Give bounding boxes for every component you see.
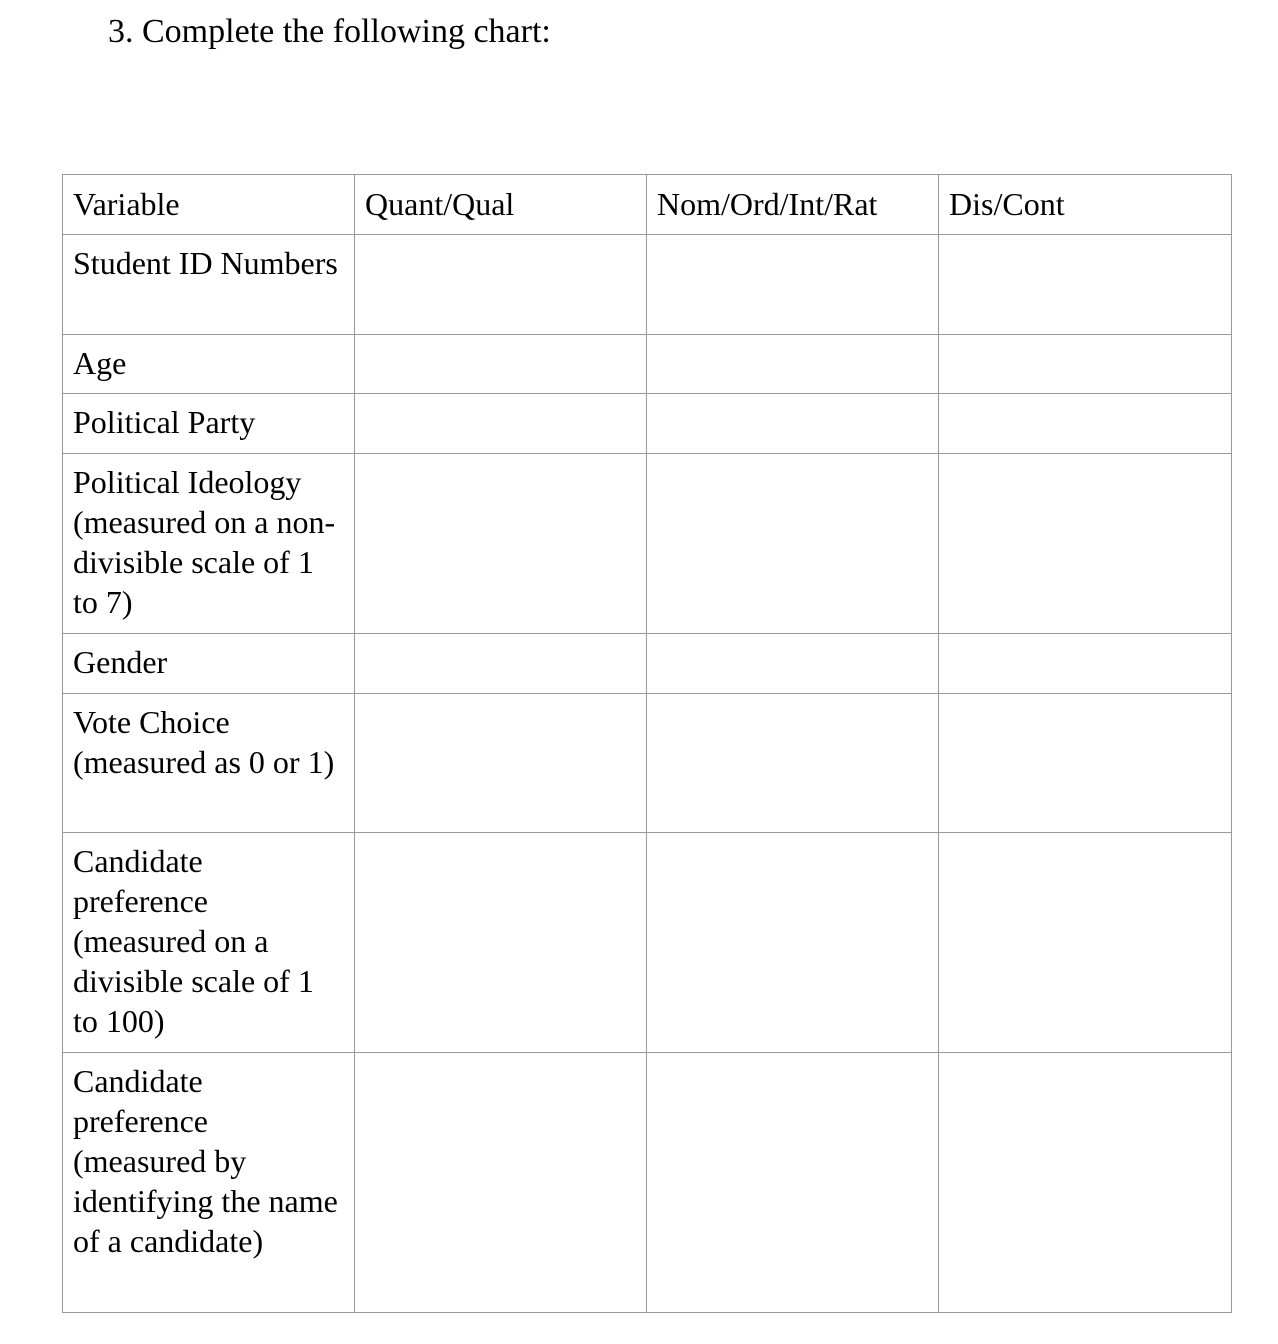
level-answer-cell[interactable] <box>647 634 939 694</box>
quant-qual-answer-cell[interactable] <box>355 1053 647 1313</box>
table-row <box>63 833 1232 1053</box>
table-row <box>63 394 1232 454</box>
quant-qual-answer-cell[interactable] <box>355 394 647 454</box>
variable-cell: Student ID Numbers <box>63 235 355 335</box>
variable-classification-table <box>62 174 1232 1313</box>
variable-cell: Candidate preference (measured on a divisible scale of 1 to 100) <box>63 833 355 1053</box>
table-row <box>63 235 1232 335</box>
variable-cell: Political Ideology (measured on a non-divisible scale of 1 to 7) <box>63 454 355 634</box>
quant-qual-answer-cell[interactable] <box>355 454 647 634</box>
dis-cont-answer-cell[interactable] <box>939 634 1232 694</box>
quant-qual-answer-cell[interactable] <box>355 694 647 833</box>
quant-qual-answer-cell[interactable] <box>355 634 647 694</box>
dis-cont-answer-cell[interactable] <box>939 454 1232 634</box>
variable-cell: Political Party <box>63 394 355 454</box>
level-answer-cell[interactable] <box>647 833 939 1053</box>
variable-cell: Gender <box>63 634 355 694</box>
table-row <box>63 1053 1232 1313</box>
dis-cont-answer-cell[interactable] <box>939 1053 1232 1313</box>
dis-cont-answer-cell[interactable] <box>939 335 1232 394</box>
header-nom-ord-int-rat: Nom/Ord/Int/Rat <box>647 175 939 235</box>
quant-qual-answer-cell[interactable] <box>355 235 647 335</box>
variable-cell: Candidate preference (measured by identifying the name of a candidate) <box>63 1053 355 1313</box>
dis-cont-answer-cell[interactable] <box>939 833 1232 1053</box>
dis-cont-answer-cell[interactable] <box>939 694 1232 833</box>
header-quant-qual: Quant/Qual <box>355 175 647 235</box>
header-variable: Variable <box>63 175 355 235</box>
level-answer-cell[interactable] <box>647 1053 939 1313</box>
variable-cell: Vote Choice (measured as 0 or 1) <box>63 694 355 833</box>
table-row <box>63 454 1232 634</box>
dis-cont-answer-cell[interactable] <box>939 235 1232 335</box>
level-answer-cell[interactable] <box>647 335 939 394</box>
quant-qual-answer-cell[interactable] <box>355 833 647 1053</box>
table-row <box>63 335 1232 394</box>
variable-cell: Age <box>63 335 355 394</box>
header-dis-cont: Dis/Cont <box>939 175 1232 235</box>
level-answer-cell[interactable] <box>647 394 939 454</box>
question-heading: 3. Complete the following chart: <box>108 13 551 50</box>
level-answer-cell[interactable] <box>647 235 939 335</box>
table-header-row <box>63 175 1232 235</box>
table-row <box>63 634 1232 694</box>
level-answer-cell[interactable] <box>647 454 939 634</box>
dis-cont-answer-cell[interactable] <box>939 394 1232 454</box>
level-answer-cell[interactable] <box>647 694 939 833</box>
quant-qual-answer-cell[interactable] <box>355 335 647 394</box>
table-row <box>63 694 1232 833</box>
